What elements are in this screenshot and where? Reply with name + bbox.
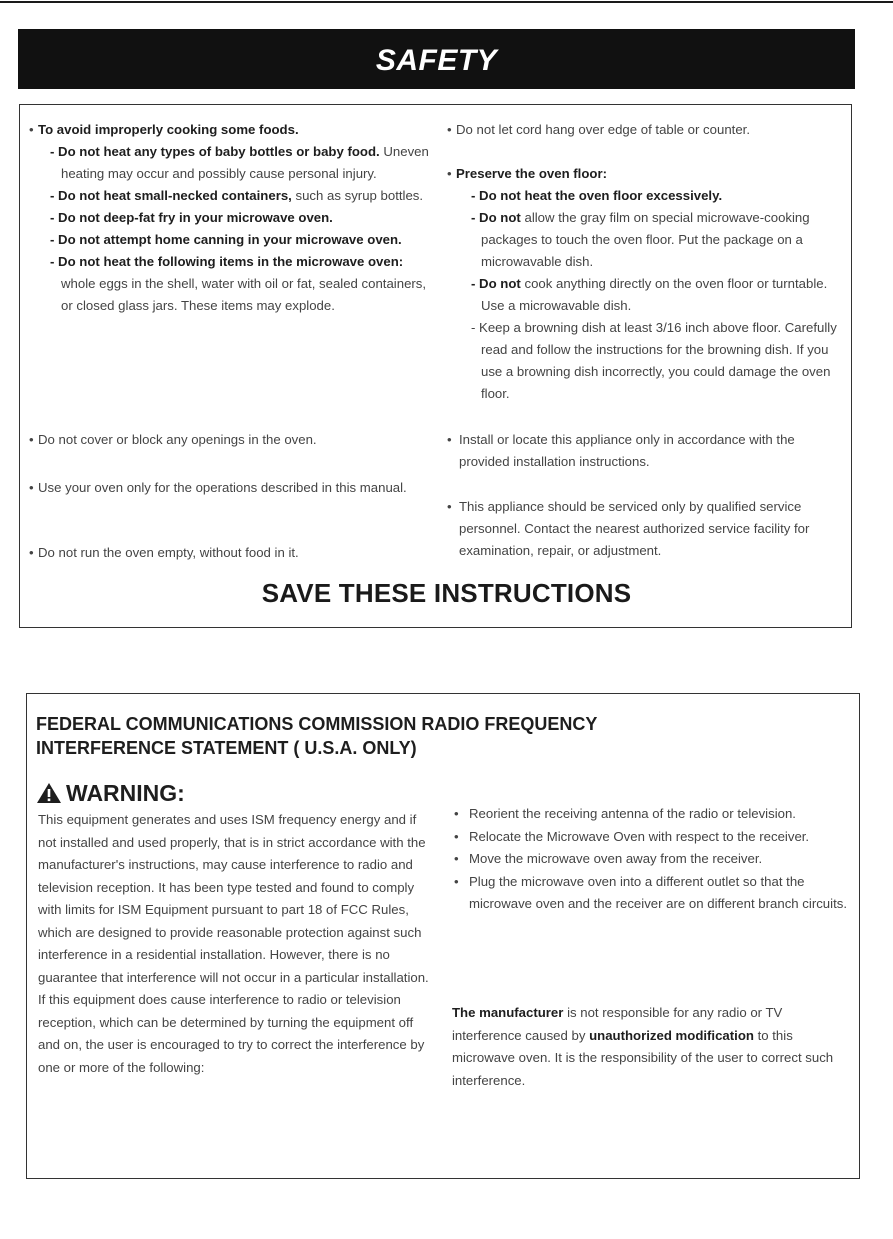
fcc-title: FEDERAL COMMUNICATIONS COMMISSION RADIO FREQUENCY INTERFERENCE STATEMENT ( U.S.A. ONLY) <box>36 714 598 758</box>
safety-right-b1: • Do not let cord hang over edge of table or counter. <box>447 122 750 137</box>
safety-right-b2: • Preserve the oven floor: - Do not heat the oven floor excessively. - Do not allow the gray film on special microwave-cooking packages to touch the oven floor. Put the package on a microwavable dish. - Do not cook anything directly on the oven floor or turntable. Use a microwavable dish. - Keep a browning dish at least 3/16 inch above floor. Carefully read and follow the instructions for the browning dish. If you use a browning dish incorrectly, you could damage the oven floor. <box>447 163 847 405</box>
safety-right-b4: • This appliance should be serviced only by qualified service personnel. Contact the nearest authorized service facility for examination, repair, or adjustment. <box>447 499 810 558</box>
warning-triangle-icon <box>36 782 62 804</box>
list-item: • Plug the microwave oven into a different outlet so that the microwave oven and the receiver are on different branch circuits. <box>452 871 847 916</box>
safety-left-b2: • Do not cover or block any openings in the oven. <box>29 432 317 447</box>
safety-left-s3: - Do not deep-fat fry in your microwave oven. <box>50 210 333 225</box>
fcc-manufacturer-note: The manufacturer is not responsible for any radio or TV interference caused by unauthorized modification to this microwave oven. It is the responsibility of the user to correct such interference. <box>452 1005 834 1088</box>
safety-left-b1: • To avoid improperly cooking some foods. - Do not heat any types of baby bottles or baby food. Uneven heating may occur and possibly cause personal injury. - Do not heat small-necked containers, such as syrup bottles. - Do not deep-fat fry in your microwave oven. - Do not attempt home canning in your microwave oven. - Do not heat the following items in the microwave oven: whole eggs in the shell, water with oil or fat, sealed containers, or closed glass jars. These items may explode. <box>29 119 429 317</box>
safety-right-s4: - Keep a browning dish at least 3/16 inch above floor. Carefully read and follow the instructions for the browning dish. If you use a browning dish incorrectly, you could damage the oven floor. <box>471 320 837 401</box>
warning-label: WARNING: <box>66 780 185 806</box>
safety-left-s2: - Do not heat small-necked containers, such as syrup bottles. <box>50 188 424 203</box>
warning-heading <box>36 780 185 807</box>
banner-title: SAFETY <box>375 44 498 77</box>
safety-left-s5: - Do not heat the following items in the microwave oven: whole eggs in the shell, water with oil or fat, sealed containers, or closed glass jars. These items may explode. <box>50 254 427 313</box>
safety-right-s1: - Do not heat the oven floor excessively. <box>471 188 723 203</box>
safety-banner <box>18 29 855 89</box>
safety-right-s3: - Do not cook anything directly on the oven floor or turntable. Use a microwavable dish. <box>471 276 828 313</box>
save-instructions-heading: SAVE THESE INSTRUCTIONS <box>261 578 632 608</box>
safety-left-s4: - Do not attempt home canning in your microwave oven. <box>50 232 402 247</box>
list-item: • Relocate the Microwave Oven with respect to the receiver. <box>452 826 847 849</box>
fcc-body: This equipment generates and uses ISM frequency energy and if not installed and used properly, that is in strict accordance with the manufacturer's instructions, may cause interference to radio and television reception. It has been type tested and found to comply with limits for ISM Equipment pursuant to part 18 of FCC Rules, which are designed to provide reasonable protection against such interference in a residential installation. However, there is no guarantee that interference will not occur in a particular installation. If this equipment does cause interference to radio or television reception, which can be determined by turning the equipment off and on, the user is encouraged to try to correct the interference by one or more of the following: <box>38 812 429 1075</box>
fcc-remedies-list <box>452 803 847 916</box>
safety-right-b3: • Install or locate this appliance only in accordance with the provided installation instructions. <box>447 432 795 469</box>
safety-left-s1: - Do not heat any types of baby bottles or baby food. Uneven heating may occur and possibly cause personal injury. <box>50 144 429 181</box>
list-item: • Move the microwave oven away from the receiver. <box>452 848 847 871</box>
safety-left-b3: • Use your oven only for the operations described in this manual. <box>29 480 407 495</box>
safety-right-s2: - Do not allow the gray film on special microwave-cooking packages to touch the oven floor. Put the package on a microwavable dish. <box>471 210 810 269</box>
list-item: • Reorient the receiving antenna of the radio or television. <box>452 803 847 826</box>
safety-left-b4: • Do not run the oven empty, without food in it. <box>29 545 299 560</box>
top-rule <box>0 1 893 3</box>
safety-left-b1-lead: To avoid improperly cooking some foods. <box>38 122 299 137</box>
